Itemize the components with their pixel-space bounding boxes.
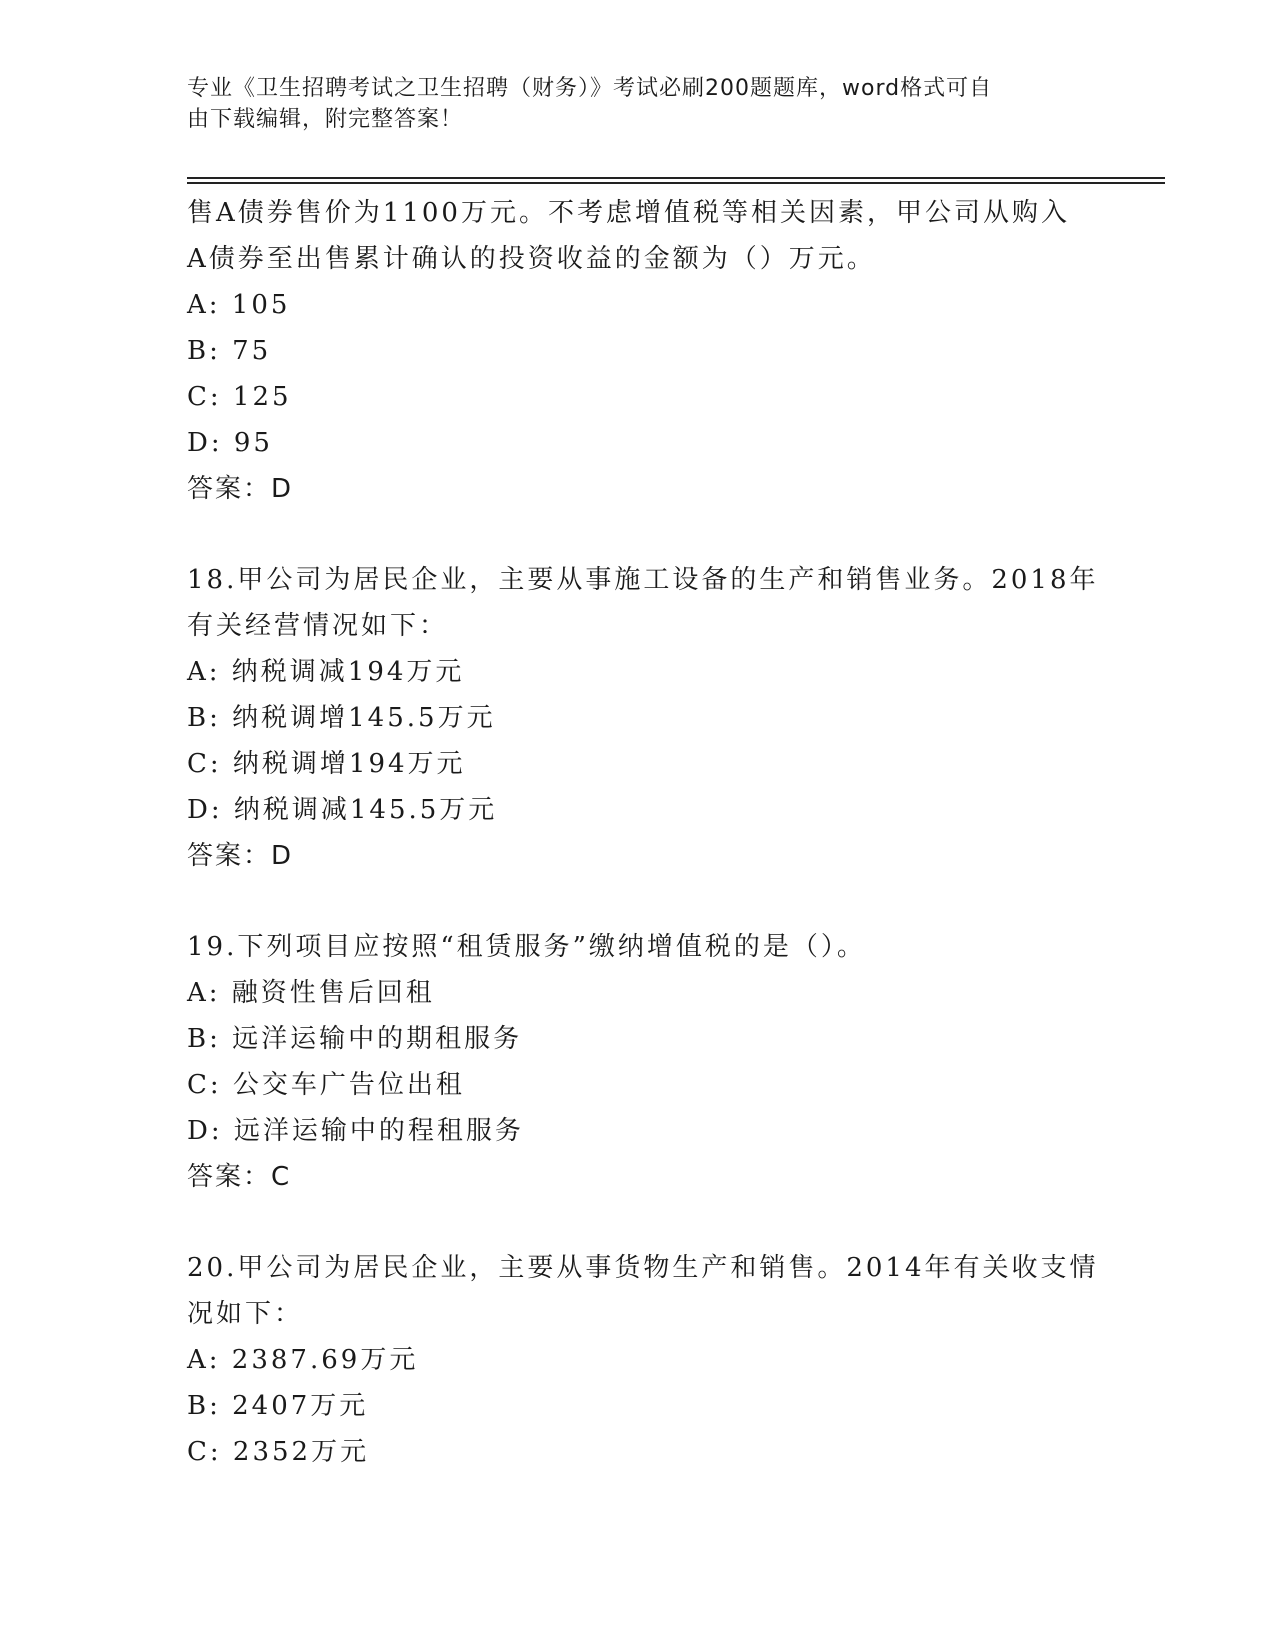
option-d: D: 纳税调减145.5万元 <box>187 795 498 825</box>
question-17 <box>187 190 1087 512</box>
spacer <box>187 879 1087 924</box>
option-c: C: 公交车广告位出租 <box>187 1070 465 1100</box>
header-title-line-2: 由下载编辑，附完整答案！ <box>187 107 464 132</box>
option-d: D: 95 <box>187 428 273 458</box>
option-a: A: 融资性售后回租 <box>187 978 435 1008</box>
question-stem: A债券至出售累计确认的投资收益的金额为（）万元。 <box>187 244 876 274</box>
option-b: B: 纳税调增145.5万元 <box>187 703 496 733</box>
question-stem: 18.甲公司为居民企业，主要从事施工设备的生产和销售业务。2018年 <box>187 565 1099 595</box>
option-d: D: 远洋运输中的程租服务 <box>187 1116 524 1146</box>
question-18 <box>187 557 1099 879</box>
question-stem: 售A债券售价为1100万元。不考虑增值税等相关因素，甲公司从购入 <box>187 198 1070 228</box>
option-b: B: 远洋运输中的期租服务 <box>187 1024 523 1054</box>
spacer <box>187 512 1087 557</box>
question-19 <box>187 924 1087 1200</box>
option-a: A: 纳税调减194万元 <box>187 657 465 687</box>
question-20 <box>187 1245 1099 1475</box>
questions-content <box>187 190 1099 1475</box>
option-b: B: 2407万元 <box>187 1391 369 1421</box>
question-stem: 19.下列项目应按照“租赁服务”缴纳增值税的是（）。 <box>187 932 866 962</box>
question-stem: 20.甲公司为居民企业，主要从事货物生产和销售。2014年有关收支情 <box>187 1253 1099 1283</box>
answer-label: 答案：D <box>187 474 294 504</box>
header-divider-top <box>187 177 1165 179</box>
option-c: C: 纳税调增194万元 <box>187 749 466 779</box>
question-stem: 有关经营情况如下： <box>187 611 449 641</box>
spacer <box>187 1200 1087 1245</box>
option-a: A: 105 <box>187 290 291 320</box>
option-b: B: 75 <box>187 336 272 366</box>
option-a: A: 2387.69万元 <box>187 1345 419 1375</box>
answer-label: 答案：D <box>187 841 294 871</box>
option-c: C: 2352万元 <box>187 1437 370 1467</box>
document-header <box>187 73 1077 135</box>
question-stem: 况如下： <box>187 1299 304 1329</box>
header-divider-bottom <box>187 182 1165 184</box>
header-title-line-1: 专业《卫生招聘考试之卫生招聘（财务）》考试必刷200题题库，word格式可自 <box>187 76 993 101</box>
option-c: C: 125 <box>187 382 292 412</box>
answer-label: 答案：C <box>187 1162 292 1192</box>
